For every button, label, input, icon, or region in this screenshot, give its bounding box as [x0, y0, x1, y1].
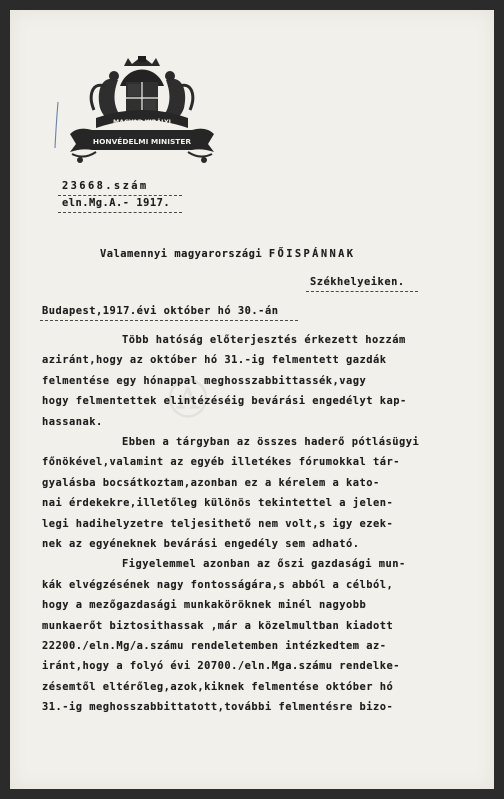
addressee-prefix: Valamennyi magyarországi	[100, 248, 263, 260]
pencil-mark	[52, 100, 62, 152]
body-line: felmentése egy hónappal meghosszabbittassék,vagy	[42, 374, 367, 387]
body-line: aziránt,hogy az október hó 31.-ig felmentett gazdák	[42, 354, 387, 367]
body-line: nek az egyéneknek bevárási engedély sem adható.	[42, 538, 360, 550]
addressee-location: Székhelyeiken.	[310, 276, 405, 288]
watermark: Ⓐ	[168, 377, 209, 423]
reference-divider	[58, 195, 182, 196]
body-line: legi hadihelyzetre teljesithető nem volt,s igy ezek-	[42, 517, 394, 530]
reference-underline	[58, 212, 182, 213]
body-line: Ebben a tárgyban az összes haderő pótlásügyi	[122, 436, 420, 448]
reference-code: eln.Mg.A.- 1917.	[62, 197, 171, 209]
body-line: főnökével,valamint az egyéb illetékes fórumokkal tár-	[42, 456, 401, 469]
addressee-line	[100, 248, 355, 260]
body-line: kák elvégzésének nagy fontosságára,s abból a célból,	[42, 578, 394, 591]
body-line: hassanak.	[42, 415, 103, 428]
dateline-underline	[40, 320, 298, 321]
ministry-crest-logo	[62, 56, 222, 168]
body-line: munkaerőt biztosithassak ,már a közelmultban kiadott	[42, 619, 394, 632]
body-line: 22200./eln.Mg/a.számu rendeletemben intézkedtem az-	[42, 640, 387, 652]
body-line: iránt,hogy a folyó évi 20700./eln.Mga.számu rendelke-	[42, 660, 401, 673]
body-line: gyalásba bocsátkoztam,azonban ez a kérelem a kato-	[42, 476, 380, 489]
body-line: Több hatóság előterjesztés érkezett hozzám	[122, 334, 406, 346]
body-line: hogy a mezőgazdasági munkaköröknek minél nagyobb	[42, 599, 367, 612]
addressee-title: FŐISPÁNNAK	[268, 248, 356, 260]
crest-banner-text: HONVÉDELMI MINISTER	[92, 137, 192, 146]
body-line: 31.-ig meghosszabbittatott,további felmentésre bizo-	[42, 701, 394, 714]
body-line: hogy felmentettek elintézéséig bevárási engedélyt kap-	[42, 395, 407, 408]
body-line: Figyelemmel azonban az őszi gazdasági mun-	[122, 558, 406, 571]
dateline: Budapest,1917.évi október hó 30.-án	[42, 305, 279, 317]
crest-arch-text: MAGYAR KIRÁLYI	[113, 119, 171, 126]
reference-number: 23668.szám	[62, 180, 149, 192]
location-underline	[306, 291, 418, 292]
body-line: nai érdekekre,illetőleg különös tekintettel a jelen-	[42, 497, 394, 510]
body-line: zésemtől eltérőleg,azok,kiknek felmentése október hó	[42, 680, 394, 693]
